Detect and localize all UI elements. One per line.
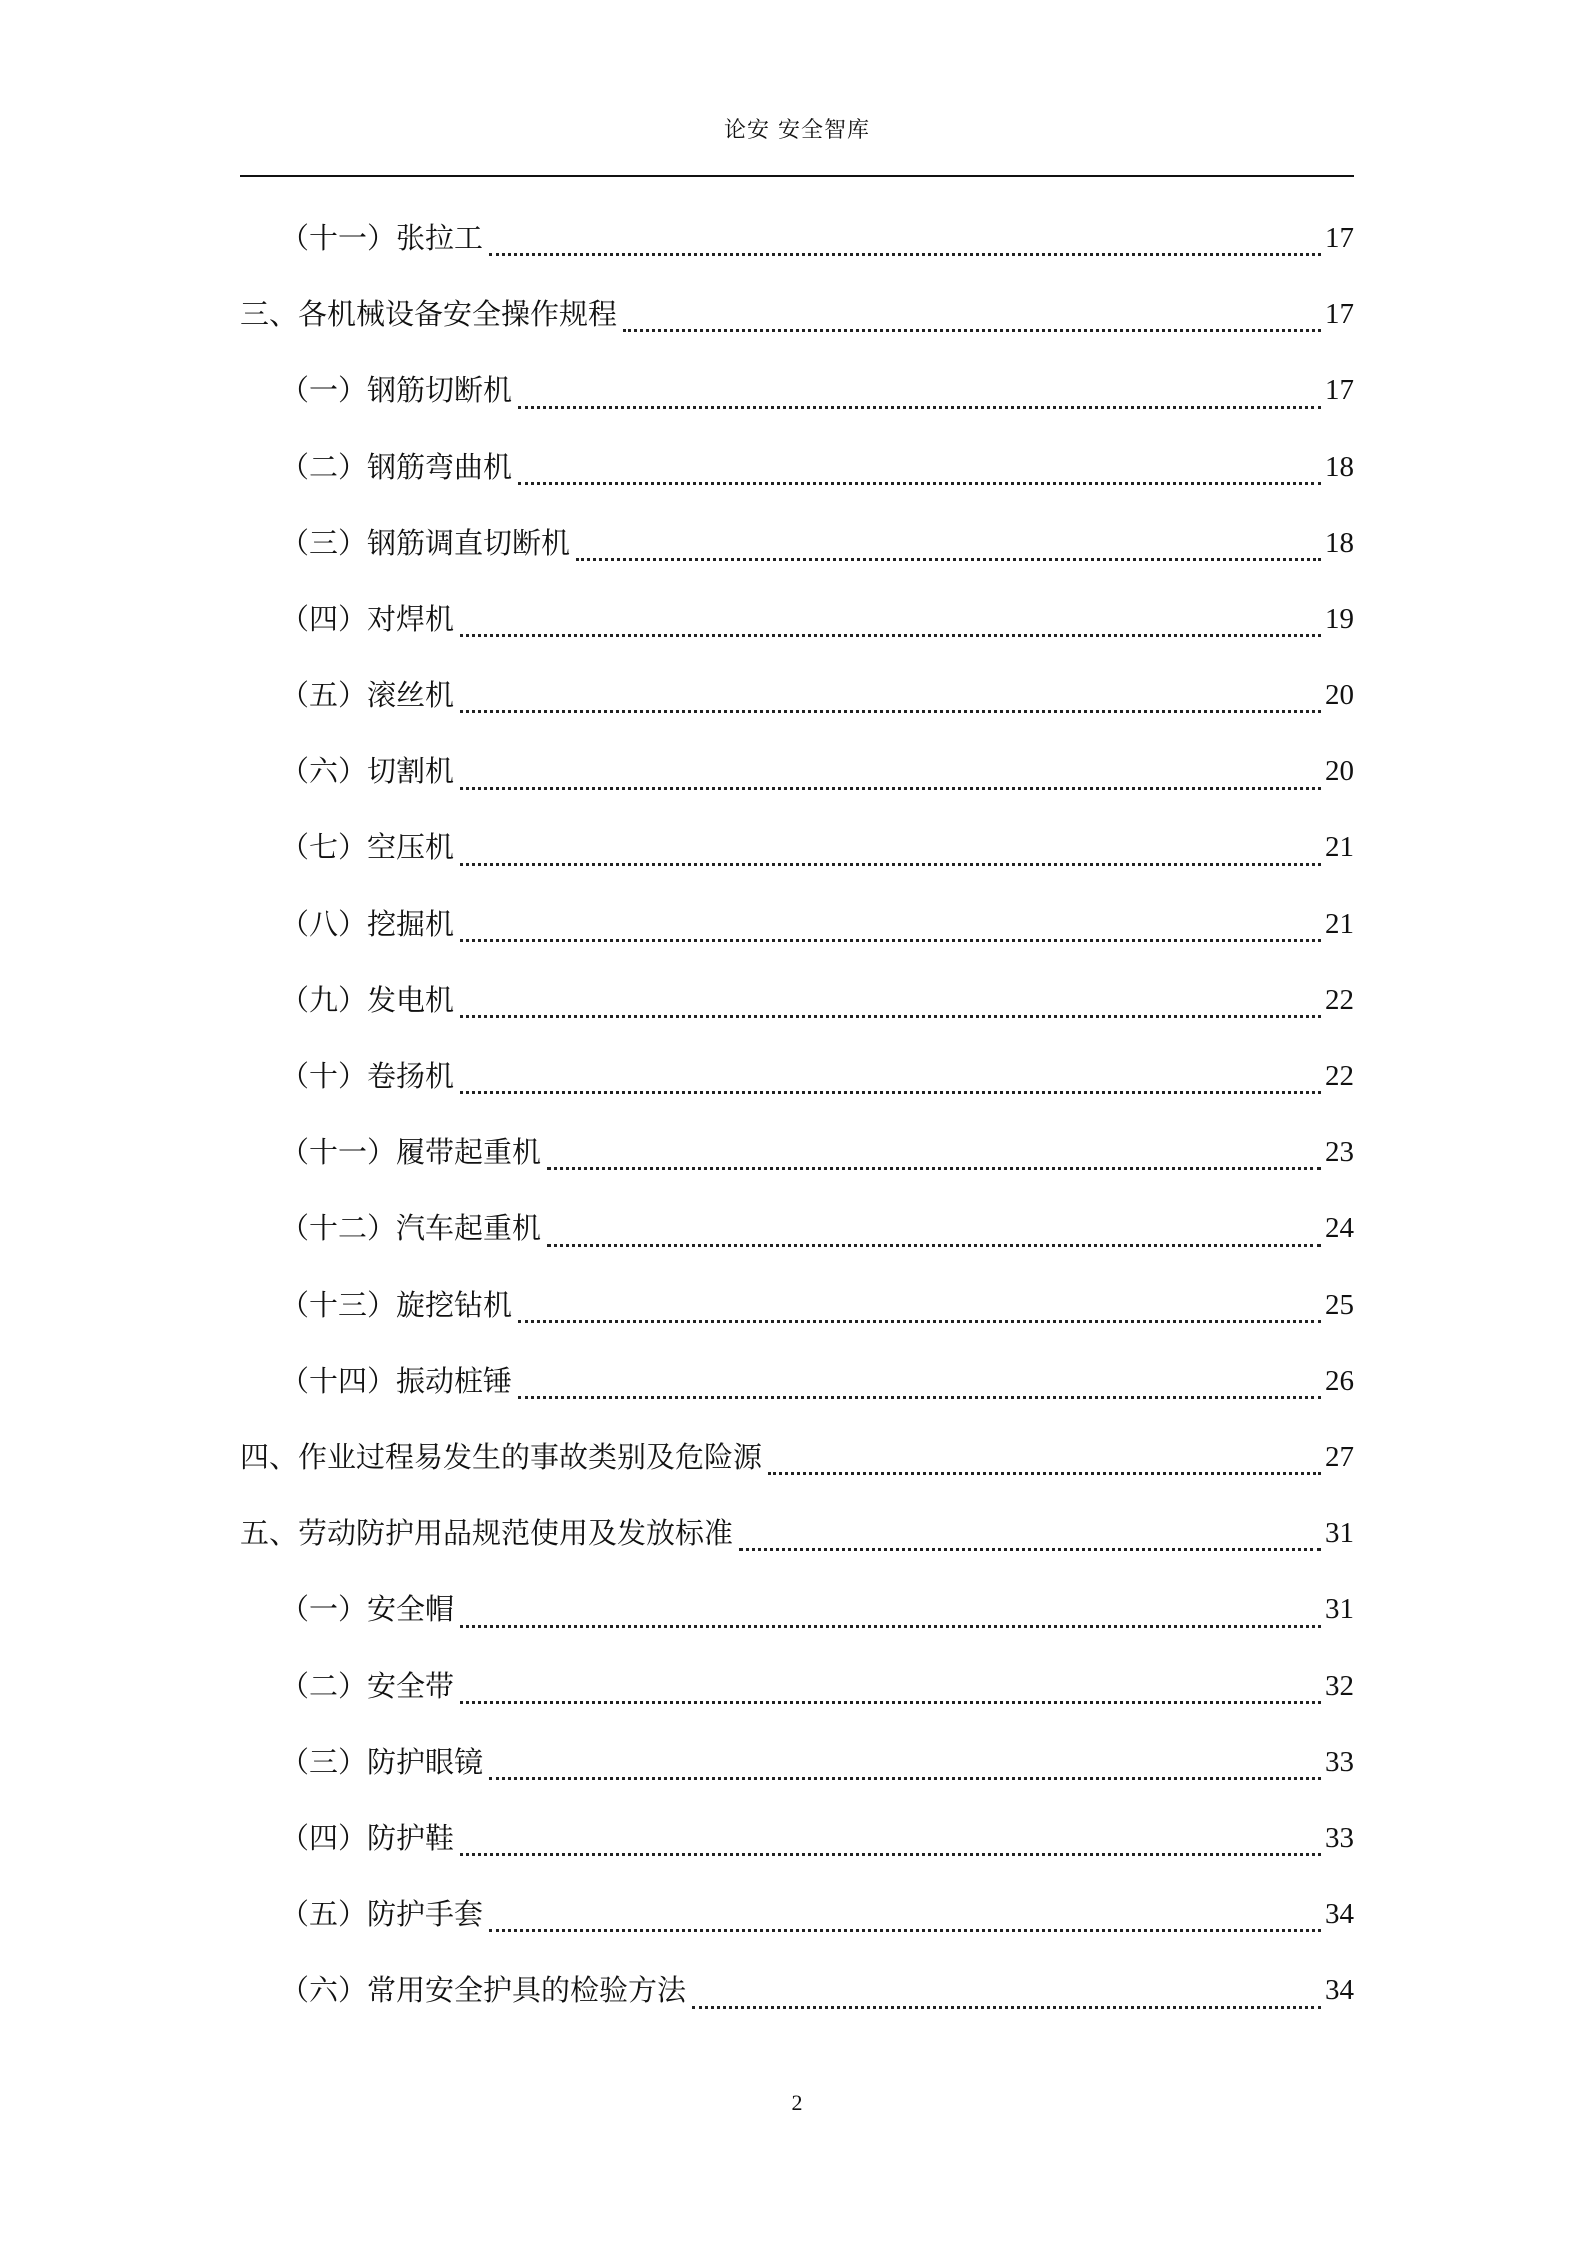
toc-dot-leader [623, 329, 1321, 332]
toc-dot-leader [460, 1853, 1321, 1856]
toc-dot-leader [576, 558, 1321, 561]
toc-dot-leader [460, 863, 1321, 866]
toc-dot-leader [460, 1091, 1321, 1094]
toc-dot-leader [460, 1015, 1321, 1018]
toc-entry-title: （十）卷扬机 [280, 1059, 455, 1094]
toc-dot-leader [460, 787, 1321, 790]
toc-entry-title: （三）防护眼镜 [280, 1744, 484, 1779]
toc-entry-page: 31 [1325, 1517, 1354, 1550]
toc-entry-title: （十一）张拉工 [280, 220, 484, 255]
toc-entry-page: 20 [1325, 679, 1354, 712]
toc-entry-title: （十一）履带起重机 [280, 1135, 542, 1170]
toc-entry[interactable] [240, 1419, 1354, 1495]
toc-entry-page: 32 [1325, 1669, 1354, 1702]
toc-entry-title: （十三）旋挖钻机 [280, 1287, 513, 1322]
toc-dot-leader [518, 1320, 1321, 1323]
toc-dot-leader [460, 634, 1321, 637]
toc-entry-page: 17 [1325, 374, 1354, 407]
toc-entry-title: （八）挖掘机 [280, 906, 455, 941]
toc-entry[interactable] [240, 962, 1354, 1038]
page-number: 2 [791, 2090, 803, 2115]
toc-entry-page: 31 [1325, 1593, 1354, 1626]
toc-entry[interactable] [240, 1190, 1354, 1266]
toc-entry[interactable] [240, 810, 1354, 886]
toc-entry[interactable] [240, 1724, 1354, 1800]
toc-entry-page: 20 [1325, 755, 1354, 788]
toc-entry-page: 33 [1325, 1821, 1354, 1854]
toc-dot-leader [547, 1244, 1321, 1247]
toc-entry[interactable] [240, 886, 1354, 962]
toc-dot-leader [518, 1396, 1321, 1399]
toc-entry[interactable] [240, 1648, 1354, 1724]
toc-entry-title: （五）防护手套 [280, 1897, 484, 1932]
toc-entry-page: 34 [1325, 1974, 1354, 2007]
toc-entry-page: 21 [1325, 907, 1354, 940]
toc-entry-page: 34 [1325, 1898, 1354, 1931]
toc-entry-title: （九）发电机 [280, 982, 455, 1017]
toc-entry-page: 24 [1325, 1212, 1354, 1245]
toc-entry-title: 四、作业过程易发生的事故类别及危险源 [240, 1439, 763, 1474]
toc-dot-leader [460, 710, 1321, 713]
toc-entry-page: 22 [1325, 1060, 1354, 1093]
toc-entry-title: 五、劳动防护用品规范使用及发放标准 [240, 1516, 734, 1551]
toc-entry-page: 18 [1325, 450, 1354, 483]
toc-entry-page: 23 [1325, 1136, 1354, 1169]
toc-entry-page: 18 [1325, 526, 1354, 559]
toc-dot-leader [489, 1929, 1321, 1932]
toc-entry-title: （十四）振动桩锤 [280, 1363, 513, 1398]
toc-entry-title: （五）滚丝机 [280, 678, 455, 713]
toc-entry-page: 22 [1325, 983, 1354, 1016]
toc-entry[interactable] [240, 1343, 1354, 1419]
toc-entry-title: （四）对焊机 [280, 601, 455, 636]
toc-dot-leader [489, 253, 1321, 256]
toc-entry[interactable] [240, 1267, 1354, 1343]
toc-entry-page: 25 [1325, 1288, 1354, 1321]
toc-entry-title: （六）常用安全护具的检验方法 [280, 1973, 687, 2008]
toc-entry[interactable] [240, 200, 1354, 276]
toc-dot-leader [739, 1548, 1321, 1551]
toc-entry[interactable] [240, 352, 1354, 428]
toc-entry[interactable] [240, 429, 1354, 505]
toc-entry-page: 26 [1325, 1364, 1354, 1397]
toc-dot-leader [692, 2006, 1321, 2009]
toc-entry-title: （六）切割机 [280, 754, 455, 789]
toc-entry-page: 17 [1325, 221, 1354, 254]
toc-entry[interactable] [240, 1571, 1354, 1647]
header-divider [240, 175, 1354, 177]
toc-entry[interactable] [240, 1038, 1354, 1114]
toc-entry[interactable] [240, 1114, 1354, 1190]
toc-dot-leader [489, 1777, 1321, 1780]
toc-entry-title: （四）防护鞋 [280, 1820, 455, 1855]
toc-entry-title: （七）空压机 [280, 830, 455, 865]
toc-entry[interactable] [240, 1876, 1354, 1952]
toc-dot-leader [460, 1701, 1321, 1704]
toc-dot-leader [460, 1625, 1321, 1628]
toc-entry[interactable] [240, 1800, 1354, 1876]
toc-entry[interactable] [240, 505, 1354, 581]
toc-entry-title: （二）安全带 [280, 1668, 455, 1703]
toc-entry-page: 17 [1325, 298, 1354, 331]
toc-entry-page: 21 [1325, 831, 1354, 864]
toc-entry[interactable] [240, 581, 1354, 657]
toc-entry-title: （三）钢筋调直切断机 [280, 525, 571, 560]
table-of-contents [240, 200, 1354, 2029]
toc-entry-title: 三、各机械设备安全操作规程 [240, 297, 618, 332]
toc-entry-title: （一）钢筋切断机 [280, 373, 513, 408]
toc-entry-page: 19 [1325, 602, 1354, 635]
toc-entry-title: （一）安全帽 [280, 1592, 455, 1627]
toc-entry[interactable] [240, 1952, 1354, 2028]
toc-dot-leader [547, 1167, 1321, 1170]
toc-entry[interactable] [240, 276, 1354, 352]
toc-entry[interactable] [240, 657, 1354, 733]
toc-dot-leader [460, 939, 1321, 942]
toc-entry-title: （十二）汽车起重机 [280, 1211, 542, 1246]
page-header: 论安 安全智库 [724, 118, 870, 143]
toc-dot-leader [768, 1472, 1321, 1475]
toc-dot-leader [518, 482, 1321, 485]
toc-dot-leader [518, 406, 1321, 409]
toc-entry[interactable] [240, 733, 1354, 809]
toc-entry[interactable] [240, 1495, 1354, 1571]
toc-entry-page: 27 [1325, 1440, 1354, 1473]
toc-entry-title: （二）钢筋弯曲机 [280, 449, 513, 484]
toc-entry-page: 33 [1325, 1745, 1354, 1778]
